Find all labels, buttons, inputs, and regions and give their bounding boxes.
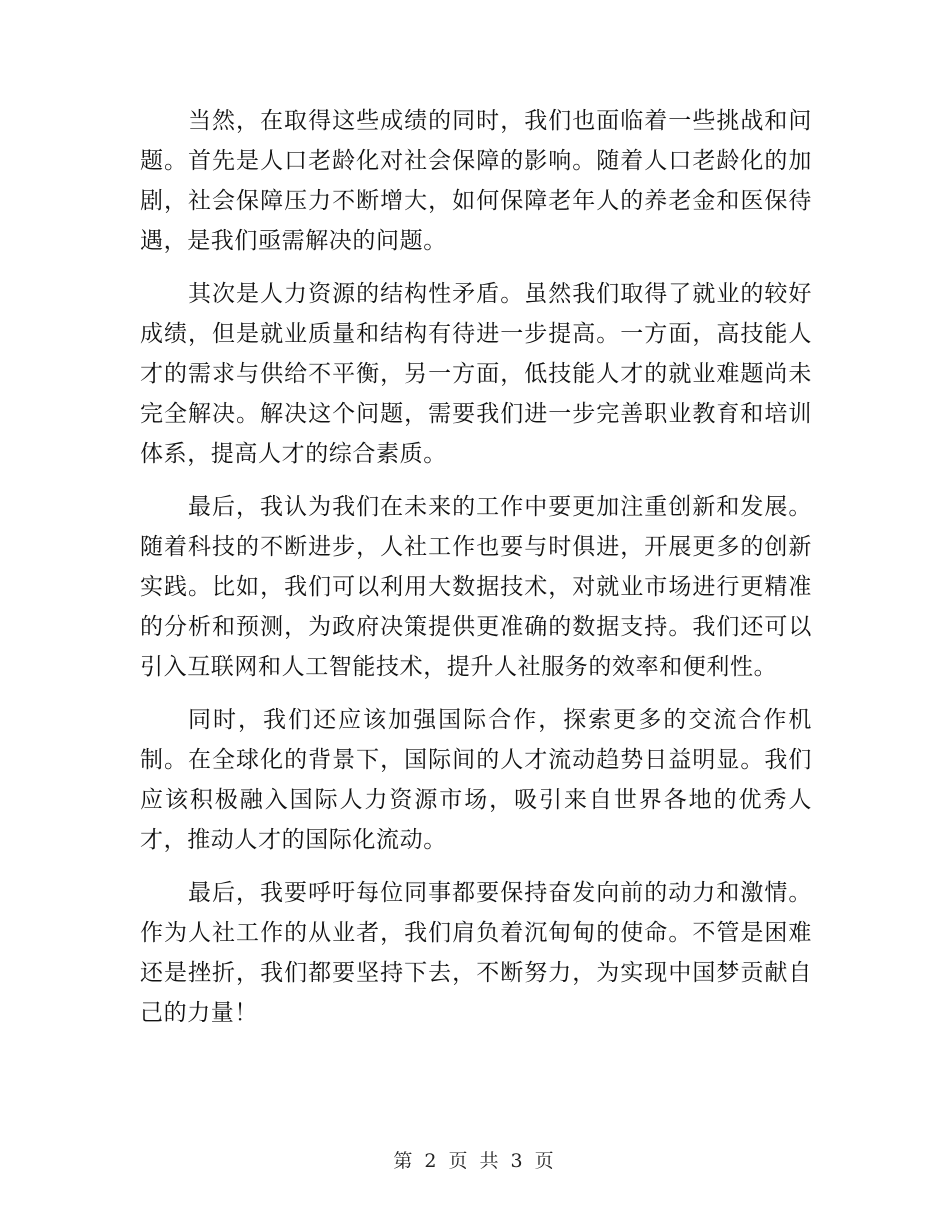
paragraph-structural-contradiction: 其次是人力资源的结构性矛盾。虽然我们取得了就业的较好成绩，但是就业质量和结构有待进一步提高。一方面，高技能人才的需求与供给不平衡，另一方面，低技能人才的就业难题尚未完全解决。解决这个问题，需要我们进一步完善职业教育和培训体系，提高人才的综合素质。 — [140, 281, 812, 467]
paragraph-innovation: 最后，我认为我们在未来的工作中要更加注重创新和发展。随着科技的不断进步，人社工作也要与时俱进，开展更多的创新实践。比如，我们可以利用大数据技术，对就业市场进行更精准的分析和预测，为政府决策提供更准确的数据支持。我们还可以引入互联网和人工智能技术，提升人社服务的效率和便利性。 — [140, 494, 812, 680]
page-number-footer: 第 2 页 共 3 页 — [393, 1150, 557, 1172]
document-body — [140, 101, 812, 1046]
paragraph-challenges: 当然，在取得这些成绩的同时，我们也面临着一些挑战和问题。首先是人口老龄化对社会保障的影响。随着人口老龄化的加剧，社会保障压力不断增大，如何保障老年人的养老金和医保待遇，是我们亟需解决的问题。 — [140, 108, 812, 254]
paragraph-closing-appeal: 最后，我要呼吁每位同事都要保持奋发向前的动力和激情。作为人社工作的从业者，我们肩负着沉甸甸的使命。不管是困难还是挫折，我们都要坚持下去，不断努力，为实现中国梦贡献自己的力量！ — [140, 880, 812, 1026]
paragraph-international-cooperation: 同时，我们还应该加强国际合作，探索更多的交流合作机制。在全球化的背景下，国际间的人才流动趋势日益明显。我们应该积极融入国际人力资源市场，吸引来自世界各地的优秀人才，推动人才的国际化流动。 — [140, 707, 812, 853]
